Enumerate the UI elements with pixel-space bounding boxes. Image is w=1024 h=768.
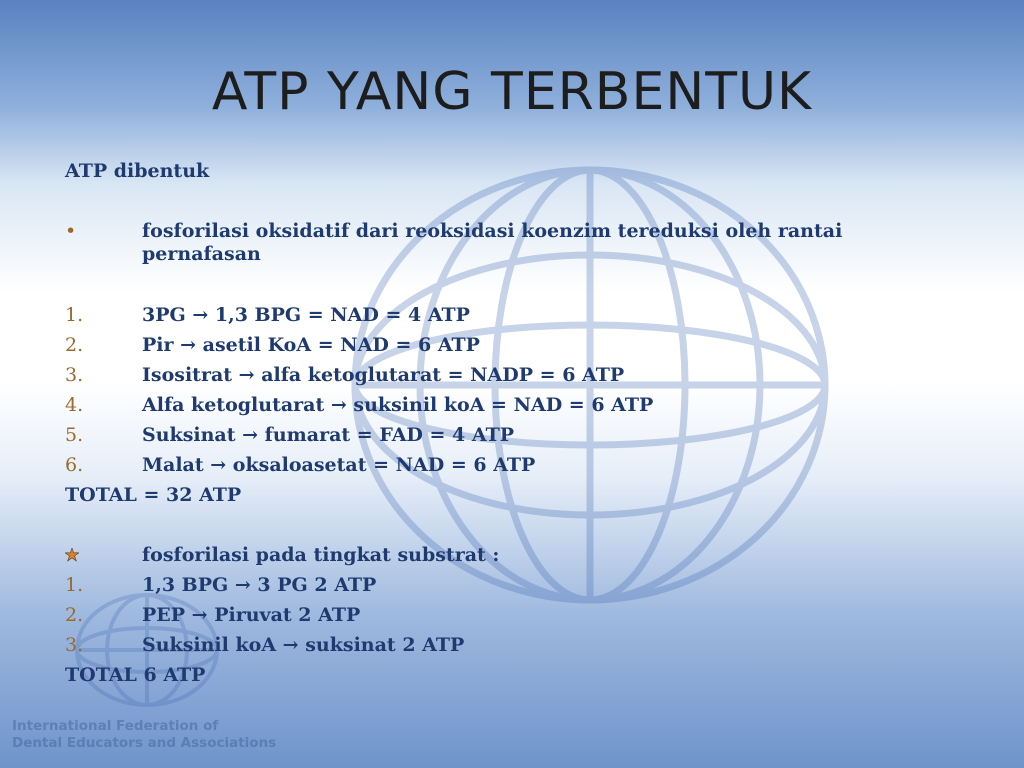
list-text: Malat → oksaloasetat = NAD = 6 ATP (142, 454, 536, 476)
list-item (65, 630, 965, 660)
logo-line-1: International Federation of (12, 718, 219, 734)
list-text: Suksinil koA → suksinat 2 ATP (142, 634, 465, 656)
list-item (65, 420, 965, 450)
list-item (65, 390, 965, 420)
list-number: 1. (65, 574, 84, 596)
list-number: 2. (65, 604, 84, 626)
list-text: 3PG → 1,3 BPG = NAD = 4 ATP (142, 304, 470, 326)
list-item (65, 360, 965, 390)
section2-total: TOTAL 6 ATP (65, 664, 206, 686)
list-number: 4. (65, 394, 84, 416)
list-text: Alfa ketoglutarat → suksinil koA = NAD = 6 ATP (142, 394, 654, 416)
list-number: 3. (65, 364, 84, 386)
list-text: Isositrat → alfa ketoglutarat = NADP = 6 ATP (142, 364, 625, 386)
section1-total: TOTAL = 32 ATP (65, 484, 242, 506)
bullet-marker: • (65, 220, 77, 242)
list-item (65, 330, 965, 360)
list-number: 1. (65, 304, 84, 326)
intro-text: ATP dibentuk (65, 160, 210, 182)
section1-heading-line (65, 216, 965, 270)
intro-line (65, 156, 965, 186)
list-number: 5. (65, 424, 84, 446)
list-number: 3. (65, 634, 84, 656)
list-item (65, 300, 965, 330)
list-text: Suksinat → fumarat = FAD = 4 ATP (142, 424, 515, 446)
section2-total-line (65, 660, 965, 690)
section1-total-line (65, 480, 965, 510)
section2-heading: fosforilasi pada tingkat substrat : (142, 544, 500, 566)
section2-heading-line (65, 540, 965, 570)
list-number: 6. (65, 454, 84, 476)
list-item (65, 450, 965, 480)
organization-logo (12, 718, 276, 752)
star-bullet-icon (65, 540, 135, 571)
list-text: 1,3 BPG → 3 PG 2 ATP (142, 574, 377, 596)
section1-heading: fosforilasi oksidatif dari reoksidasi koenzim tereduksi oleh rantai pernafasan (142, 220, 843, 265)
list-number: 2. (65, 334, 84, 356)
slide-body (65, 156, 965, 690)
list-item (65, 600, 965, 630)
logo-line-2: Dental Educators and Associations (12, 735, 277, 751)
list-item (65, 570, 965, 600)
list-text: Pir → asetil KoA = NAD = 6 ATP (142, 334, 480, 356)
list-text: PEP → Piruvat 2 ATP (142, 604, 361, 626)
slide-title: ATP YANG TERBENTUK (211, 62, 813, 122)
